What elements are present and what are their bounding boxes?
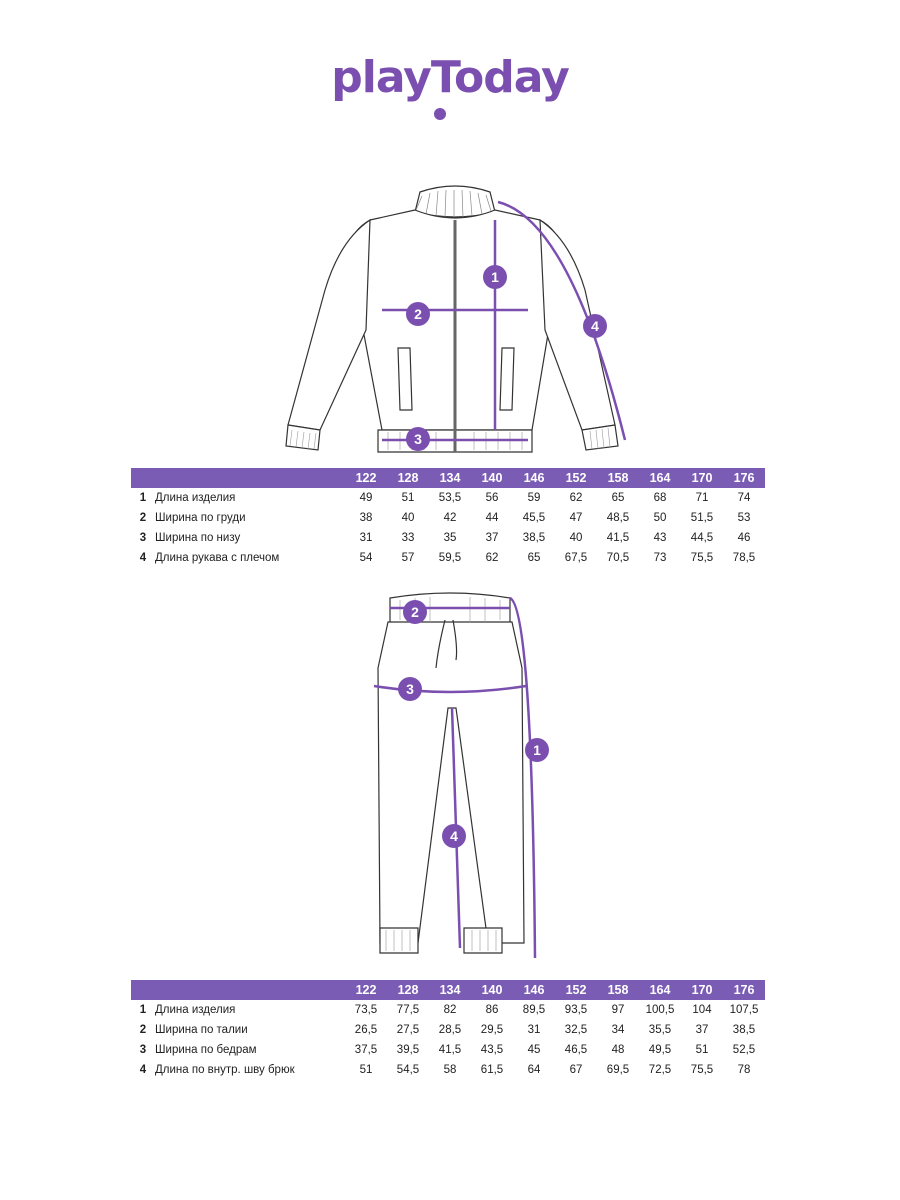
row-number: 2: [139, 512, 147, 524]
measurement-value: 75,5: [690, 1064, 714, 1076]
pants-size-table: [131, 980, 765, 1080]
svg-text:4: 4: [450, 828, 458, 844]
svg-text:4: 4: [591, 318, 599, 334]
size-header: 140: [471, 468, 513, 488]
table-row: [131, 508, 765, 528]
measurement-value: 65: [611, 492, 625, 504]
size-header: 134: [429, 980, 471, 1000]
size-header: 152: [555, 468, 597, 488]
measurement-value: 37: [485, 532, 499, 544]
row-number: 3: [139, 1044, 147, 1056]
measurement-value: 43,5: [480, 1044, 504, 1056]
measurement-value: 50: [653, 512, 667, 524]
measurement-value: 65: [527, 552, 541, 564]
brand-logo: [0, 52, 900, 103]
size-header: 140: [471, 980, 513, 1000]
measurement-value: 64: [527, 1064, 541, 1076]
measurement-value: 26,5: [354, 1024, 378, 1036]
svg-text:1: 1: [533, 742, 541, 758]
measurement-value: 71: [695, 492, 709, 504]
measurement-value: 47: [569, 512, 583, 524]
measurement-value: 107,5: [729, 1004, 759, 1016]
measurement-value: 40: [569, 532, 583, 544]
size-header: 176: [723, 980, 765, 1000]
table-row: [131, 488, 765, 508]
measurement-value: 57: [401, 552, 415, 564]
measurement-value: 61,5: [480, 1064, 504, 1076]
measurement-value: 39,5: [396, 1044, 420, 1056]
measurement-value: 45,5: [522, 512, 546, 524]
jacket-illustration: [270, 180, 640, 460]
size-header: 158: [597, 980, 639, 1000]
measurement-value: 53: [737, 512, 751, 524]
measurement-value: 86: [485, 1004, 499, 1016]
measurement-value: 51: [695, 1044, 709, 1056]
brand-name: playToday: [331, 52, 569, 103]
measurement-value: 89,5: [522, 1004, 546, 1016]
measurement-value: 82: [443, 1004, 457, 1016]
measurement-value: 93,5: [564, 1004, 588, 1016]
measurement-value: 29,5: [480, 1024, 504, 1036]
measurement-value: 100,5: [645, 1004, 675, 1016]
measurement-value: 67,5: [564, 552, 588, 564]
measurement-value: 43: [653, 532, 667, 544]
measurement-value: 54: [359, 552, 373, 564]
measurement-value: 68: [653, 492, 667, 504]
measurement-value: 49: [359, 492, 373, 504]
size-header: 122: [345, 468, 387, 488]
row-number: 4: [139, 1064, 147, 1076]
measurement-value: 33: [401, 532, 415, 544]
measurement-value: 42: [443, 512, 457, 524]
measurement-value: 67: [569, 1064, 583, 1076]
measurement-value: 40: [401, 512, 415, 524]
size-header: 164: [639, 980, 681, 1000]
measurement-value: 51,5: [690, 512, 714, 524]
measurement-value: 104: [692, 1004, 712, 1016]
measurement-value: 34: [611, 1024, 625, 1036]
measurement-name: Ширина по низу: [155, 532, 241, 544]
row-number: 2: [139, 1024, 147, 1036]
measurement-value: 59: [527, 492, 541, 504]
measurement-value: 37,5: [354, 1044, 378, 1056]
measurement-value: 37: [695, 1024, 709, 1036]
measurement-value: 56: [485, 492, 499, 504]
measurement-value: 78,5: [732, 552, 756, 564]
table-row: [131, 1020, 765, 1040]
pants-illustration: [360, 588, 560, 968]
measurement-value: 73: [653, 552, 667, 564]
measurement-value: 44: [485, 512, 499, 524]
measurement-value: 75,5: [690, 552, 714, 564]
measurement-value: 53,5: [438, 492, 462, 504]
svg-text:2: 2: [414, 306, 422, 322]
measurement-value: 28,5: [438, 1024, 462, 1036]
size-header: 170: [681, 980, 723, 1000]
size-header: 158: [597, 468, 639, 488]
measurement-value: 58: [443, 1064, 457, 1076]
measurement-value: 38,5: [732, 1024, 756, 1036]
measurement-value: 46,5: [564, 1044, 588, 1056]
measurement-value: 51: [359, 1064, 373, 1076]
size-header: 146: [513, 980, 555, 1000]
size-header: 128: [387, 468, 429, 488]
measurement-value: 62: [569, 492, 583, 504]
size-header: 176: [723, 468, 765, 488]
measurement-value: 31: [527, 1024, 541, 1036]
measurement-value: 51: [401, 492, 415, 504]
row-number: 4: [139, 552, 147, 564]
size-header: 170: [681, 468, 723, 488]
measurement-value: 62: [485, 552, 499, 564]
measurement-value: 41,5: [606, 532, 630, 544]
svg-text:2: 2: [411, 604, 419, 620]
measurement-name: Ширина по груди: [155, 512, 246, 524]
measurement-value: 74: [737, 492, 751, 504]
measurement-value: 52,5: [732, 1044, 756, 1056]
size-header: 146: [513, 468, 555, 488]
svg-text:3: 3: [406, 681, 414, 697]
row-number: 3: [139, 532, 147, 544]
measurement-value: 44,5: [690, 532, 714, 544]
size-header: 134: [429, 468, 471, 488]
logo-dot: [434, 108, 446, 120]
measurement-value: 49,5: [648, 1044, 672, 1056]
svg-text:3: 3: [414, 431, 422, 447]
measurement-value: 54,5: [396, 1064, 420, 1076]
measurement-name: Ширина по талии: [155, 1024, 248, 1036]
size-header: 128: [387, 980, 429, 1000]
measurement-name: Ширина по бедрам: [155, 1044, 257, 1056]
measurement-value: 41,5: [438, 1044, 462, 1056]
measurement-value: 32,5: [564, 1024, 588, 1036]
measurement-value: 48: [611, 1044, 625, 1056]
measurement-value: 48,5: [606, 512, 630, 524]
measurement-value: 38: [359, 512, 373, 524]
measurement-value: 35,5: [648, 1024, 672, 1036]
size-header: 152: [555, 980, 597, 1000]
measurement-value: 70,5: [606, 552, 630, 564]
measurement-value: 97: [611, 1004, 625, 1016]
size-header: 122: [345, 980, 387, 1000]
measurement-value: 46: [737, 532, 751, 544]
measurement-value: 73,5: [354, 1004, 378, 1016]
measurement-name: Длина по внутр. шву брюк: [155, 1064, 295, 1076]
row-number: 1: [139, 1004, 147, 1016]
table-row: [131, 1040, 765, 1060]
jacket-size-table: [131, 468, 765, 568]
measurement-value: 27,5: [396, 1024, 420, 1036]
measurement-value: 45: [527, 1044, 541, 1056]
row-number: 1: [139, 492, 147, 504]
measurement-value: 77,5: [396, 1004, 420, 1016]
table-row: [131, 1000, 765, 1020]
measurement-value: 59,5: [438, 552, 462, 564]
table-row: [131, 528, 765, 548]
size-header: 164: [639, 468, 681, 488]
measurement-value: 72,5: [648, 1064, 672, 1076]
measurement-value: 38,5: [522, 532, 546, 544]
svg-text:1: 1: [491, 269, 499, 285]
measurement-name: Длина изделия: [155, 492, 236, 504]
measurement-name: Длина изделия: [155, 1004, 236, 1016]
measurement-value: 31: [359, 532, 373, 544]
table-row: [131, 548, 765, 568]
measurement-value: 69,5: [606, 1064, 630, 1076]
measurement-value: 78: [737, 1064, 751, 1076]
table-row: [131, 1060, 765, 1080]
measurement-value: 35: [443, 532, 457, 544]
measurement-name: Длина рукава с плечом: [155, 552, 280, 564]
